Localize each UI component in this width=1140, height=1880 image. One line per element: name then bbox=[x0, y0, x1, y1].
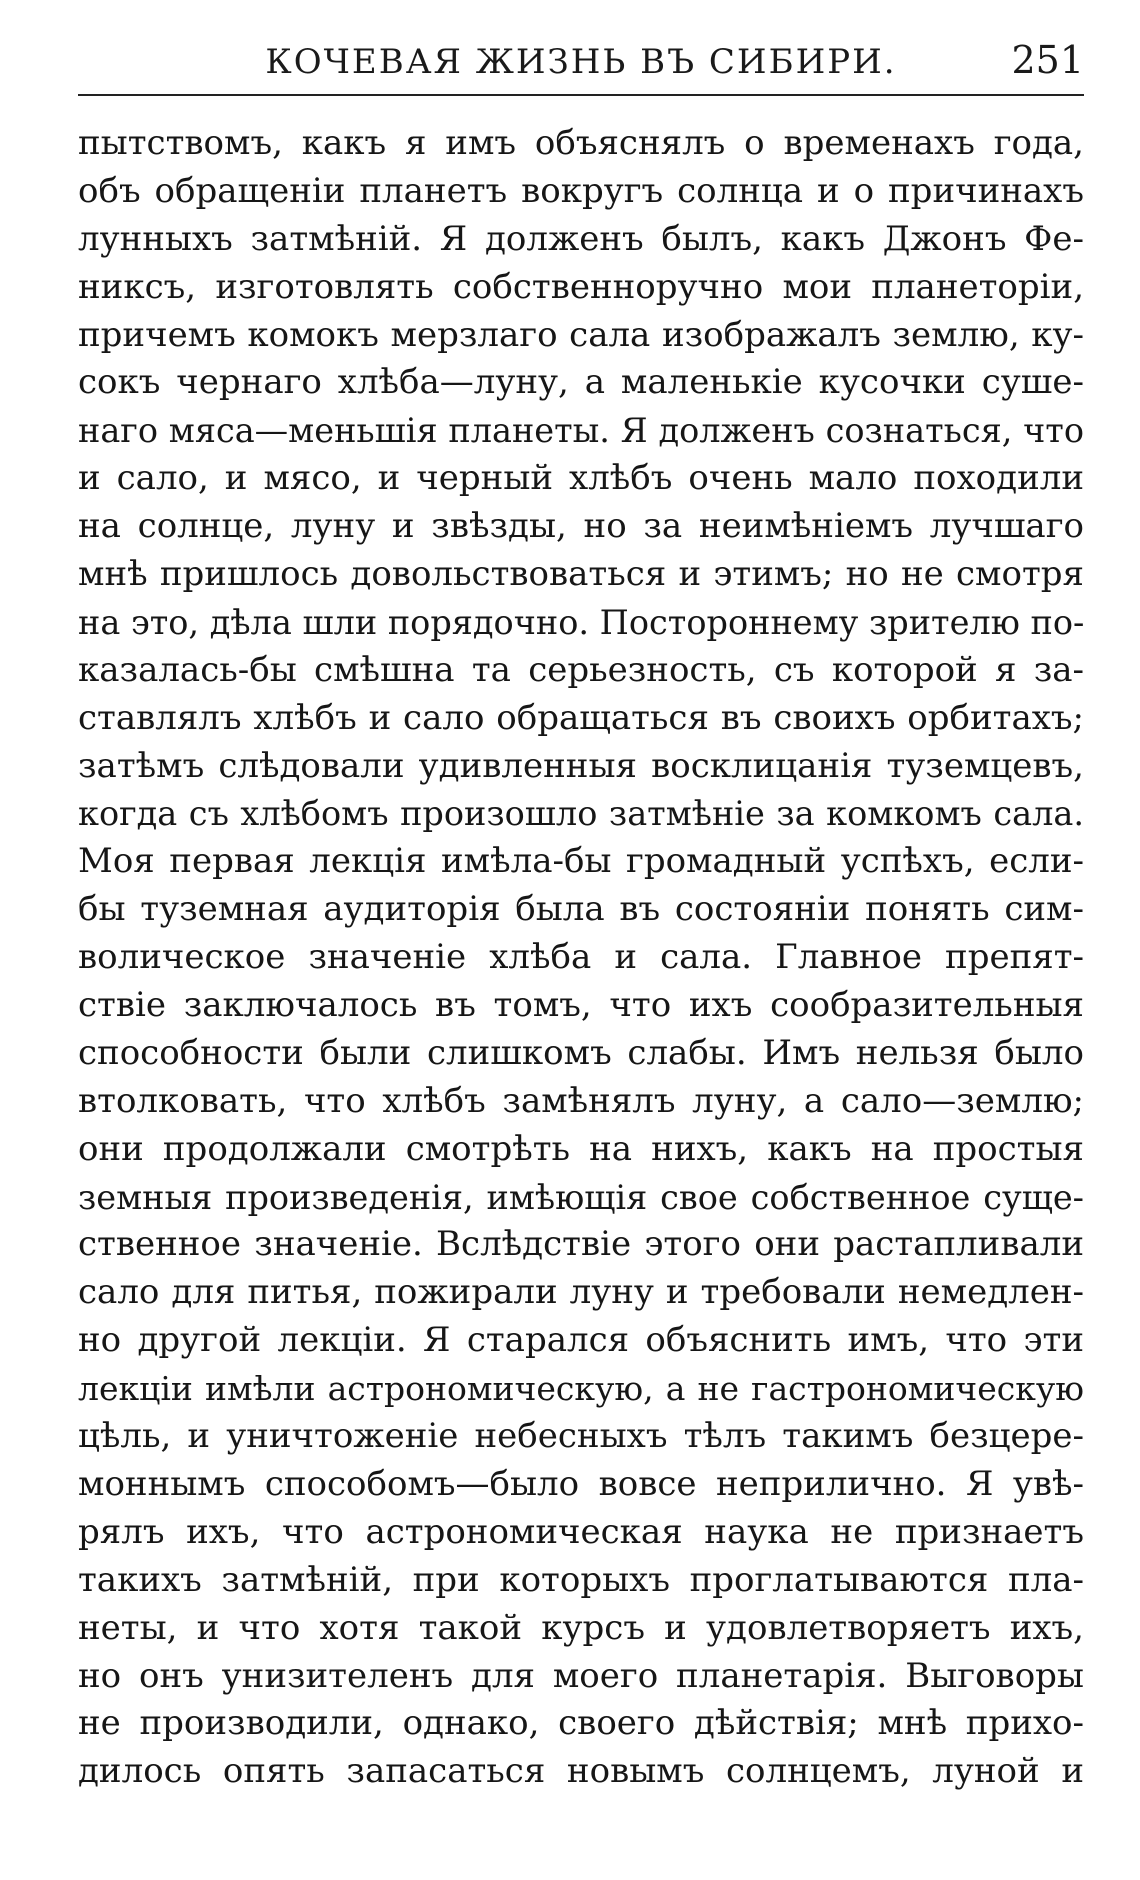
running-head bbox=[78, 34, 1084, 96]
text-line: бы туземная аудиторія была въ состояніи понять сим- bbox=[78, 889, 1084, 930]
page-number: 251 bbox=[1011, 38, 1084, 82]
text-line: никсъ, изготовлять собственноручно мои планеторіи, bbox=[78, 266, 1084, 307]
text-line: лекціи имѣли астрономическую, а не гастрономическую bbox=[78, 1369, 1084, 1409]
text-line: земныя произведенія, имѣющія свое собственное суще- bbox=[78, 1177, 1084, 1217]
text-line: моннымъ способомъ—было вовсе неприлично. Я увѣ- bbox=[78, 1463, 1084, 1504]
text-line: не производили, однако, своего дѣйствія; мнѣ прихо- bbox=[78, 1703, 1084, 1744]
text-line: втолковать, что хлѣбъ замѣнялъ луну, а сало—землю; bbox=[78, 1080, 1084, 1121]
text-line: Моя первая лекція имѣла-бы громадный успѣхъ, если- bbox=[78, 841, 1084, 882]
running-head-title: КОЧЕВАЯ ЖИЗНЬ ВЪ СИБИРИ. bbox=[265, 42, 897, 82]
text-line: сало для питья, пожирали луну и требовали немедлен- bbox=[78, 1272, 1084, 1313]
text-line: ственное значеніе. Вслѣдствіе этого они растапливали bbox=[78, 1224, 1084, 1265]
text-line: рялъ ихъ, что астрономическая наука не признаетъ bbox=[78, 1511, 1084, 1552]
text-line: объ обращеніи планетъ вокругъ солнца и о причинахъ bbox=[78, 170, 1084, 211]
body-text bbox=[78, 120, 1084, 1796]
text-line: и сало, и мясо, и черный хлѣбъ очень мало походили bbox=[78, 458, 1084, 499]
text-line: лунныхъ затмѣній. Я долженъ былъ, какъ Джонъ Фе- bbox=[78, 218, 1084, 259]
text-line: но онъ унизителенъ для моего планетарія. Выговоры bbox=[78, 1655, 1084, 1696]
text-line: на это, дѣла шли порядочно. Постороннему зрителю по- bbox=[78, 602, 1084, 642]
text-line: ствіе заключалось въ томъ, что ихъ сообразительныя bbox=[78, 985, 1084, 1026]
text-line: наго мяса—меньшія планеты. Я долженъ сознаться, что bbox=[78, 411, 1084, 451]
text-line: мнѣ пришлось довольствоваться и этимъ; но не смотря bbox=[78, 554, 1084, 595]
text-line: способности были слишкомъ слабы. Имъ нельзя было bbox=[78, 1032, 1084, 1073]
text-line: цѣль, и уничтоженіе небесныхъ тѣлъ такимъ безцере- bbox=[78, 1416, 1084, 1457]
text-line: сокъ чернаго хлѣба—луну, а маленькіе кусочки суше- bbox=[78, 362, 1084, 403]
text-line: неты, и что хотя такой курсъ и удовлетворяетъ ихъ, bbox=[78, 1607, 1084, 1648]
text-line: дилось опять запасаться новымъ солнцемъ, луной и bbox=[78, 1751, 1084, 1792]
text-line: причемъ комокъ мерзлаго сала изображалъ землю, ку- bbox=[78, 314, 1084, 355]
text-line: они продолжали смотрѣть на нихъ, какъ на простыя bbox=[78, 1128, 1084, 1169]
text-line: ставлялъ хлѣбъ и сало обращаться въ своихъ орбитахъ; bbox=[78, 697, 1084, 738]
text-line: пытствомъ, какъ я имъ объяснялъ о временахъ года, bbox=[78, 123, 1084, 163]
text-line: на солнце, луну и звѣзды, но за неимѣніемъ лучшаго bbox=[78, 506, 1084, 547]
text-line: когда съ хлѣбомъ произошло затмѣніе за комкомъ сала. bbox=[78, 794, 1084, 834]
text-line: казалась-бы смѣшна та серьезность, съ которой я за- bbox=[78, 649, 1084, 690]
text-line: затѣмъ слѣдовали удивленныя восклицанія туземцевъ, bbox=[78, 745, 1084, 786]
text-line: волическое значеніе хлѣба и сала. Главное препят- bbox=[78, 937, 1084, 978]
text-line: такихъ затмѣній, при которыхъ проглатываются пла- bbox=[78, 1559, 1084, 1600]
text-line: но другой лекціи. Я старался объяснить имъ, что эти bbox=[78, 1320, 1084, 1361]
